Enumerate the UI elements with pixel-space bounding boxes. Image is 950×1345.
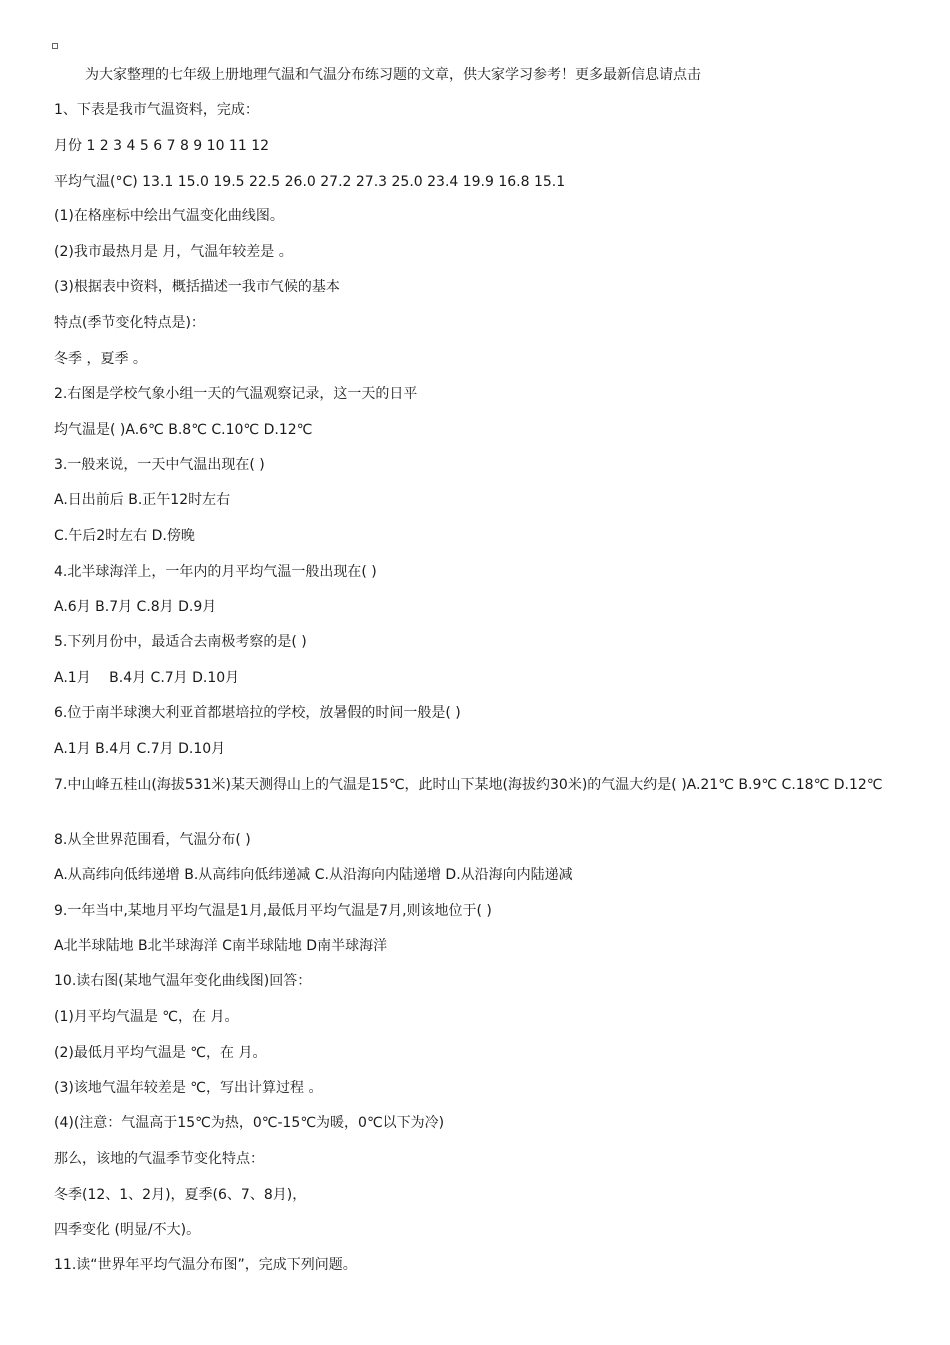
question-10-part-1: (1)月平均气温是 ℃，在 月。 xyxy=(54,1009,239,1025)
question-2-options: 均气温是( )A.6℃ B.8℃ C.10℃ D.12℃ xyxy=(54,422,313,438)
page-marker xyxy=(52,43,58,49)
question-5: 5.下列月份中，最适合去南极考察的是( ) xyxy=(54,634,307,650)
question-11: 11.读“世界年平均气温分布图”，完成下列问题。 xyxy=(54,1257,357,1273)
question-10-seasons: 冬季(12、1、2月)，夏季(6、7、8月)， xyxy=(54,1187,307,1203)
question-3-options-c-d: C.午后2时左右 D.傍晚 xyxy=(54,528,195,544)
question-1-seasons: 冬季 ，夏季 。 xyxy=(54,351,147,367)
question-10: 10.读右图(某地气温年变化曲线图)回答： xyxy=(54,973,312,989)
question-10-part-3: (3)该地气温年较差是 ℃，写出计算过程 。 xyxy=(54,1080,323,1096)
question-10-seasonal-prompt: 那么，该地的气温季节变化特点： xyxy=(54,1151,264,1167)
question-10-variation: 四季变化 (明显/不大)。 xyxy=(54,1222,201,1238)
question-8: 8.从全世界范围看，气温分布( ) xyxy=(54,832,251,848)
question-7: 7.中山峰五桂山(海拔531米)某天测得山上的气温是15℃，此时山下某地(海拔约30米)的气温大约是( )A.21℃ B.9℃ C.18℃ D.12℃ xyxy=(54,777,883,793)
question-5-options: A.1月 B.4月 C.7月 D.10月 xyxy=(54,670,240,686)
question-1-heading: 1、下表是我市气温资料，完成： xyxy=(54,102,259,118)
question-2: 2.右图是学校气象小组一天的气温观察记录，这一天的日平 xyxy=(54,386,418,402)
question-10-part-2: (2)最低月平均气温是 ℃，在 月。 xyxy=(54,1045,267,1061)
question-9-options: A北半球陆地 B北半球海洋 C南半球陆地 D南半球海洋 xyxy=(54,938,388,954)
question-4-options: A.6月 B.7月 C.8月 D.9月 xyxy=(54,599,217,615)
question-1-part-3: (3)根据表中资料，概括描述一我市气候的基本 xyxy=(54,279,340,295)
table-row-months: 月份 1 2 3 4 5 6 7 8 9 10 11 12 xyxy=(54,138,270,154)
question-6: 6.位于南半球澳大利亚首都堪培拉的学校，放暑假的时间一般是( ) xyxy=(54,705,461,721)
question-6-options: A.1月 B.4月 C.7月 D.10月 xyxy=(54,741,226,757)
question-4: 4.北半球海洋上，一年内的月平均气温一般出现在( ) xyxy=(54,564,377,580)
question-8-options: A.从高纬向低纬递增 B.从高纬向低纬递减 C.从沿海向内陆递增 D.从沿海向内陆递减 xyxy=(54,867,573,883)
table-row-temperatures: 平均气温(°C) 13.1 15.0 19.5 22.5 26.0 27.2 27.3 25.0 23.4 19.9 16.8 15.1 xyxy=(54,174,566,190)
question-10-part-4: (4)(注意：气温高于15℃为热，0℃-15℃为暖，0℃以下为冷) xyxy=(54,1115,445,1131)
question-1-part-2: (2)我市最热月是 月，气温年较差是 。 xyxy=(54,244,293,260)
intro-paragraph: 为大家整理的七年级上册地理气温和气温分布练习题的文章，供大家学习参考！更多最新信息请点击 xyxy=(85,67,701,83)
question-3-options-a-b: A.日出前后 B.正午12时左右 xyxy=(54,492,231,508)
question-1-part-3-continued: 特点(季节变化特点是)： xyxy=(54,315,205,331)
question-1-part-1: (1)在格座标中绘出气温变化曲线图。 xyxy=(54,208,284,224)
question-9: 9.一年当中,某地月平均气温是1月,最低月平均气温是7月,则该地位于( ) xyxy=(54,903,492,919)
question-3: 3.一般来说，一天中气温出现在( ) xyxy=(54,457,265,473)
